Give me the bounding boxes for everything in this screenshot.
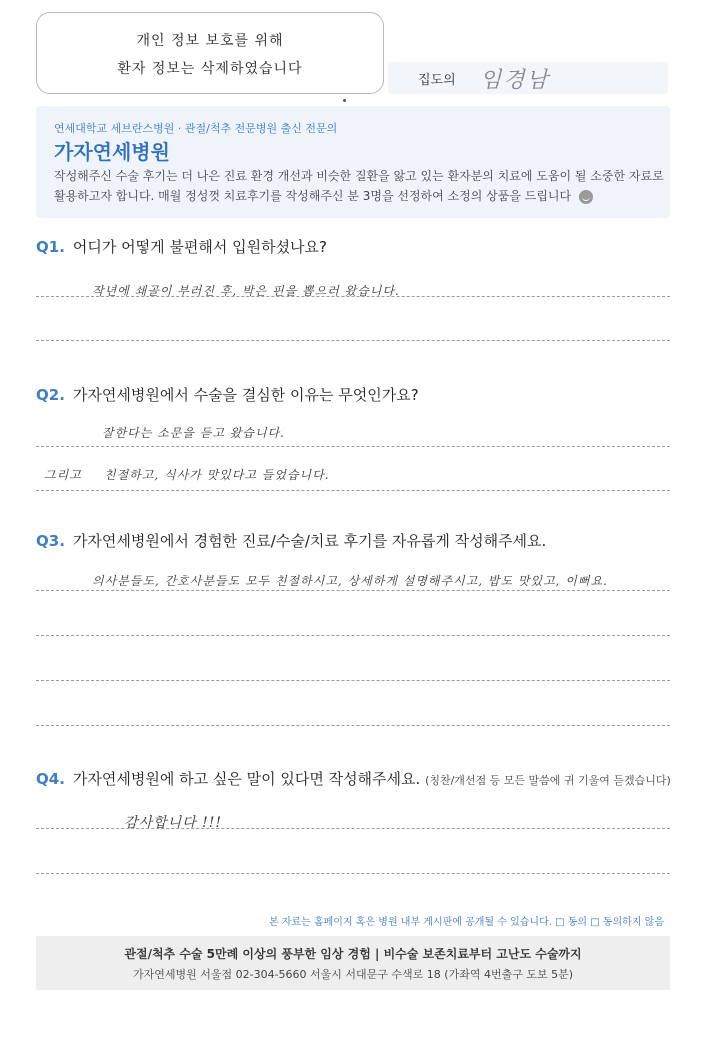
- description-line2: 활용하고자 합니다. 매월 정성껏 치료후기를 작성해주신 분 3명을 선정하여 소정의 상품을 드립니다: [54, 189, 572, 203]
- question-note: (칭찬/개선점 등 모든 말씀에 귀 기울여 듣겠습니다): [425, 774, 671, 787]
- privacy-note: [36, 12, 384, 94]
- question-2: [36, 384, 419, 405]
- answer-line: [36, 446, 670, 447]
- footer-line1: 관절/척추 수술 5만례 이상의 풍부한 임상 경험 | 비수술 보존치료부터 고난도 수술까지: [124, 947, 582, 961]
- smile-icon: [579, 190, 593, 204]
- answer-line: [36, 873, 670, 874]
- answer-3-line-1: 의사분들도, 간호사분들도 모두 친절하시고, 상세하게 설명해주시고, 밥도 맛있고, 이뻐요.: [92, 574, 608, 588]
- question-number: Q1.: [36, 238, 65, 256]
- answer-2-line-2: 그리고: [44, 468, 82, 482]
- question-text: 가자연세병원에서 수술을 결심한 이유는 무엇인가요?: [72, 386, 419, 404]
- answer-line: [36, 490, 670, 491]
- answer-2-line-3: 친절하고, 식사가 맛있다고 들었습니다.: [104, 468, 330, 482]
- question-text: 가자연세병원에서 경험한 진료/수술/치료 후기를 자유롭게 작성해주세요.: [72, 532, 547, 550]
- surgeon-label: 집도의: [418, 73, 456, 88]
- consent-text: 본 자료는 홈페이지 혹은 병원 내부 게시판에 공개될 수 있습니다. □ 동의 □ 동의하지 않음: [268, 917, 664, 928]
- header-subtitle: 연세대학교 세브란스병원 · 관절/척추 전문병원 출신 전문의: [54, 122, 338, 135]
- answer-line: [36, 828, 670, 829]
- question-3: [36, 530, 546, 551]
- header-panel: [36, 106, 670, 218]
- question-4: [36, 768, 671, 789]
- question-text: 어디가 어떻게 불편해서 입원하셨나요?: [72, 238, 327, 256]
- surgeon-name: 임경남: [480, 68, 550, 93]
- hospital-title: 가자연세병원: [54, 140, 170, 164]
- question-number: Q4.: [36, 770, 65, 788]
- answer-line: [36, 340, 670, 341]
- privacy-note-line1: 개인 정보 보호를 위해: [136, 33, 284, 49]
- answer-1-line-1: 작년에 쇄골이 부러진 후, 박은 핀을 뽑으러 왔습니다.: [92, 284, 400, 298]
- question-1: [36, 236, 327, 257]
- description-line1: 작성해주신 수술 후기는 더 나은 진료 환경 개선과 비슷한 질환을 앓고 있는 환자분의 치료에 도움이 될 소중한 자료로: [54, 169, 664, 183]
- question-number: Q2.: [36, 386, 65, 404]
- surgeon-field: [388, 62, 668, 94]
- answer-4-line-1: 감사합니다 !!!: [124, 815, 222, 831]
- header-description: [54, 166, 664, 206]
- answer-line: [36, 590, 670, 591]
- answer-line: [36, 635, 670, 636]
- answer-2-line-1: 잘한다는 소문을 듣고 왔습니다.: [102, 426, 285, 440]
- answer-line: [36, 725, 670, 726]
- answer-line: [36, 680, 670, 681]
- privacy-note-line2: 환자 정보는 삭제하였습니다: [117, 61, 303, 77]
- ink-dot: [343, 99, 346, 102]
- footer-line2: 가자연세병원 서울점 02-304-5660 서울시 서대문구 수색로 18 (가좌역 4번출구 도보 5분): [133, 968, 573, 981]
- footer: [36, 936, 670, 990]
- answer-line: [36, 296, 670, 297]
- question-text: 가자연세병원에 하고 싶은 말이 있다면 작성해주세요.: [72, 770, 421, 788]
- question-number: Q3.: [36, 532, 65, 550]
